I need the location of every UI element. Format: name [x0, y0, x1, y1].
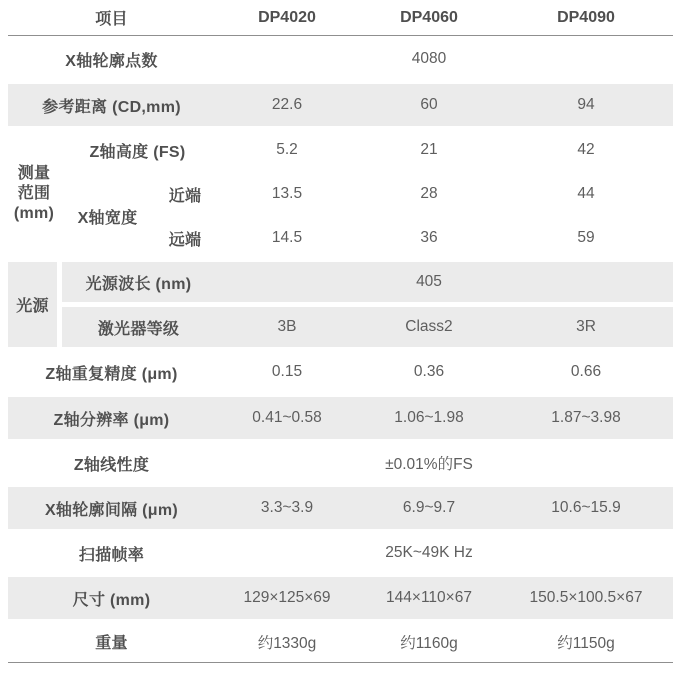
cell-x-width-near-dp4060: 28: [420, 185, 438, 202]
row-reference-distance: [8, 84, 673, 126]
row-z-repeatability: [8, 349, 673, 395]
row-x-profile-interval: [8, 487, 673, 529]
row-dimensions: [8, 577, 673, 619]
light-source-rows: [62, 262, 673, 347]
column-header-item: 项目: [95, 11, 128, 28]
label-x-profile-interval: X轴轮廓间隔 (μm): [44, 501, 179, 519]
cell-dimensions-dp4090: 150.5×100.5×67: [529, 589, 643, 606]
cell-z-height-dp4020: 5.2: [276, 141, 298, 158]
measuring-range-line-1: 测量: [17, 165, 51, 182]
cell-profile-points-all: 4080: [411, 50, 447, 67]
label-x-width: X轴宽度: [77, 209, 138, 227]
row-scan-rate: [8, 531, 673, 575]
light-source-group-cell: [8, 262, 57, 347]
cell-laser-class-dp4090: 3R: [576, 318, 596, 335]
row-laser-class: [62, 307, 673, 347]
cell-z-repeatability-dp4090: 0.66: [570, 363, 602, 380]
cell-x-width-near-dp4020: 13.5: [271, 185, 303, 202]
row-z-resolution: [8, 397, 673, 439]
column-header-dp4020: DP4020: [258, 8, 316, 26]
cell-x-width-far-dp4090: 59: [577, 229, 595, 246]
cell-z-resolution-dp4090: 1.87~3.98: [551, 409, 621, 426]
section-measuring-range: [8, 128, 673, 260]
column-header-dp4060: DP4060: [400, 8, 458, 26]
cell-scan-rate-all: 25K~49K Hz: [385, 544, 473, 561]
cell-weight-dp4090: 约1150g: [557, 634, 615, 652]
cell-x-profile-interval-dp4020: 3.3~3.9: [260, 499, 314, 516]
cell-z-repeatability-dp4020: 0.15: [271, 363, 303, 380]
cell-reference-distance-dp4060: 60: [420, 96, 438, 113]
cell-laser-class-dp4060: Class2: [405, 318, 453, 335]
cell-z-height-dp4090: 42: [577, 141, 595, 158]
cell-z-repeatability-dp4060: 0.36: [413, 363, 445, 380]
cell-z-resolution-dp4020: 0.41~0.58: [252, 409, 322, 426]
cell-weight-dp4020: 约1330g: [257, 634, 317, 652]
row-weight: [8, 621, 673, 663]
label-profile-points: X轴轮廓点数: [65, 52, 158, 70]
cell-z-height-dp4060: 21: [420, 141, 438, 158]
label-measuring-range-group: [8, 164, 60, 224]
row-profile-points: [8, 36, 673, 82]
label-reference-distance: 参考距离 (CD,mm): [42, 98, 181, 116]
measuring-range-line-3: (mm): [13, 205, 55, 222]
label-light-source-group: 光源: [16, 298, 49, 315]
cell-x-width-near-dp4090: 44: [577, 185, 595, 202]
spec-table: [8, 0, 673, 663]
column-header-dp4090: DP4090: [557, 8, 615, 26]
cell-x-profile-interval-dp4060: 6.9~9.7: [402, 499, 456, 516]
label-weight: 重量: [95, 635, 128, 652]
cell-z-resolution-dp4060: 1.06~1.98: [394, 409, 464, 426]
cell-x-width-far-dp4060: 36: [420, 229, 438, 246]
row-z-linearity: [8, 441, 673, 485]
cell-dimensions-dp4060: 144×110×67: [386, 589, 472, 606]
section-light-source: [8, 262, 673, 347]
cell-reference-distance-dp4020: 22.6: [271, 96, 303, 113]
label-z-height: Z轴高度 (FS): [89, 143, 186, 161]
label-z-linearity: Z轴线性度: [73, 456, 150, 474]
cell-reference-distance-dp4090: 94: [577, 96, 595, 113]
row-wavelength: [62, 262, 673, 302]
cell-x-width-far-dp4020: 14.5: [271, 229, 303, 246]
label-x-width-far: 远端: [168, 231, 202, 249]
cell-z-linearity-all: ±0.01%的FS: [385, 456, 473, 473]
label-wavelength: 光源波长 (nm): [85, 275, 192, 293]
label-dimensions: 尺寸 (mm): [72, 591, 151, 609]
measuring-range-line-2: 范围: [17, 185, 51, 202]
header-row: [8, 0, 673, 36]
cell-weight-dp4060: 约1160g: [400, 634, 458, 652]
cell-dimensions-dp4020: 129×125×69: [243, 589, 331, 606]
cell-x-profile-interval-dp4090: 10.6~15.9: [551, 499, 621, 516]
cell-laser-class-dp4020: 3B: [277, 318, 297, 335]
label-scan-rate: 扫描帧率: [78, 546, 145, 564]
label-laser-class: 激光器等级: [97, 320, 180, 338]
label-x-width-near: 近端: [168, 187, 202, 205]
label-z-resolution: Z轴分辨率 (μm): [53, 411, 170, 429]
cell-wavelength-all: 405: [416, 273, 442, 290]
label-z-repeatability: Z轴重复精度 (μm): [45, 365, 178, 383]
